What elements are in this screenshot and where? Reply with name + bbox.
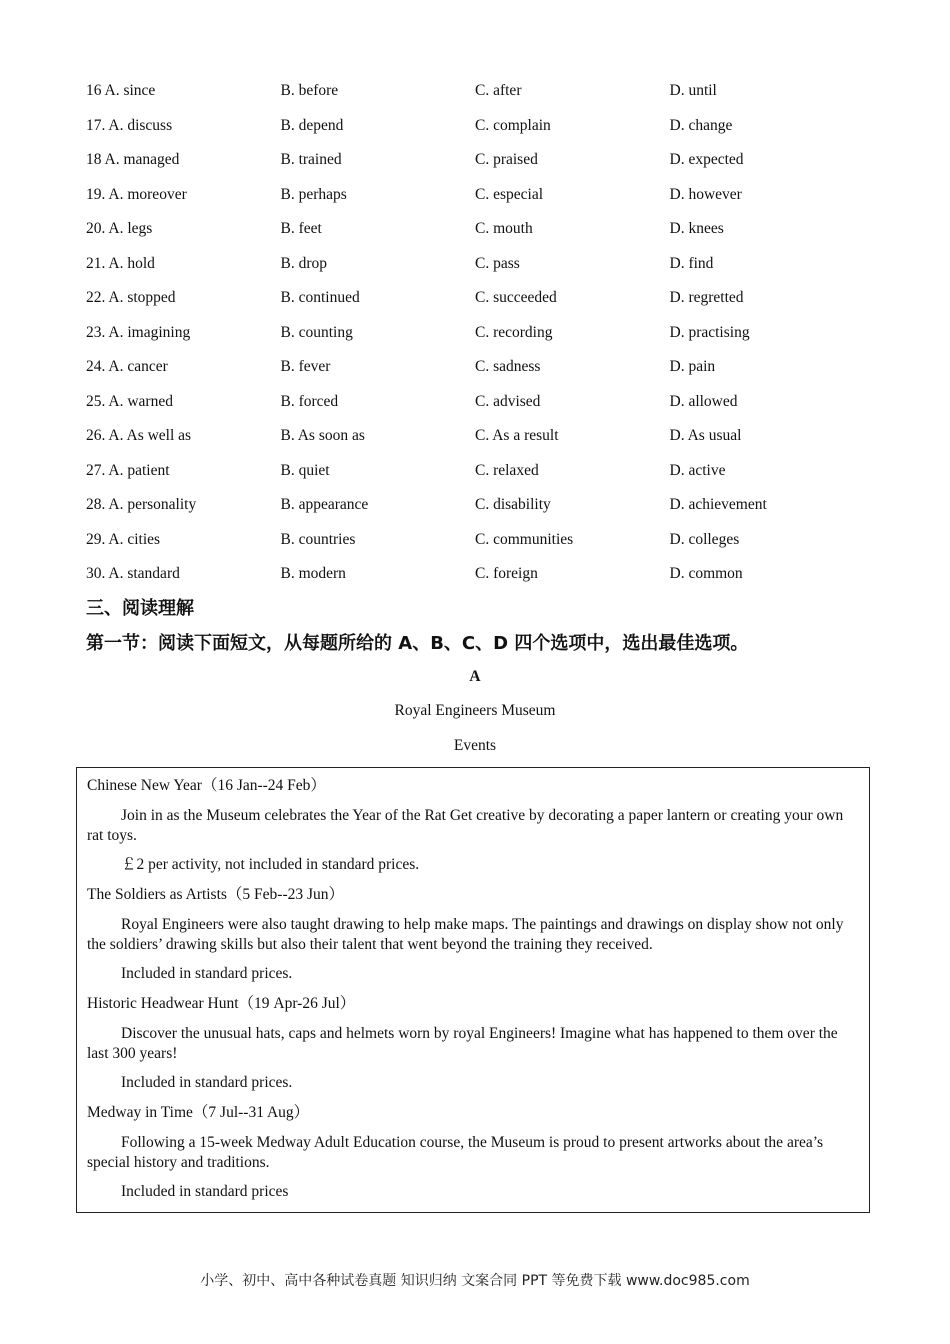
question-number: 26. A. [86, 427, 124, 445]
cloze-options [86, 74, 886, 592]
option-c: C. mouth [475, 220, 533, 238]
question-number: 28. A. [86, 496, 124, 514]
option-b: B. As soon as [280, 427, 365, 445]
option-d: D. practising [669, 323, 750, 341]
question-row-17 [86, 109, 886, 144]
question-row-24 [86, 350, 886, 385]
option-b: B. perhaps [280, 185, 347, 203]
event-medway-in-time [87, 1103, 859, 1202]
option-d: D. active [669, 461, 726, 479]
question-row-18 [86, 143, 886, 178]
question-row-21 [86, 247, 886, 282]
question-row-29 [86, 523, 886, 558]
event-price: Included in standard prices. [121, 1074, 293, 1091]
option-b: B. depend [280, 116, 344, 134]
option-c: C. relaxed [475, 461, 539, 479]
option-c: C. foreign [475, 565, 538, 583]
event-title: Chinese New Year（16 Jan--24 Feb） [87, 777, 326, 794]
option-a: 28. A. personality [86, 496, 197, 514]
question-row-19 [86, 178, 886, 213]
option-b: B. countries [280, 530, 356, 548]
option-a: 24. A. cancer [86, 358, 168, 376]
option-c: C. after [475, 82, 522, 100]
option-a: 18 A. managed [86, 151, 180, 169]
event-price: Included in standard prices. [121, 965, 293, 982]
option-d: D. regretted [669, 289, 744, 307]
option-c: C. succeeded [475, 289, 557, 307]
question-number: 17. A. [86, 116, 124, 134]
question-number: 21. A. [86, 254, 124, 272]
option-a: 17. A. discuss [86, 116, 173, 134]
option-d: D. expected [669, 151, 744, 169]
question-row-20 [86, 212, 886, 247]
section-heading: 三、阅读理解 [86, 598, 194, 619]
event-title: The Soldiers as Artists（5 Feb--23 Jun） [87, 886, 345, 903]
option-c: C. especial [475, 185, 544, 203]
passage-subtitle: Events [453, 737, 497, 754]
option-c: C. advised [475, 392, 541, 410]
passage-title: Royal Engineers Museum [394, 702, 556, 719]
option-a: 26. A. As well as [86, 427, 192, 445]
option-b: B. quiet [280, 461, 330, 479]
question-row-30 [86, 557, 886, 592]
option-d: D. As usual [669, 427, 742, 445]
event-title: Medway in Time（7 Jul--31 Aug） [87, 1104, 310, 1121]
option-c: C. communities [475, 530, 574, 548]
question-row-23 [86, 316, 886, 351]
event-chinese-new-year [87, 776, 859, 875]
question-row-22 [86, 281, 886, 316]
option-c: C. As a result [475, 427, 559, 445]
question-number: 20. A. [86, 220, 124, 238]
option-b: B. counting [280, 323, 353, 341]
option-c: C. sadness [475, 358, 541, 376]
section-instruction: 第一节：阅读下面短文，从每题所给的 A、B、C、D 四个选项中，选出最佳选项。 [86, 633, 749, 654]
event-price: ￡2 per activity, not included in standard prices. [121, 856, 420, 873]
option-a: 20. A. legs [86, 220, 153, 238]
option-d: D. until [669, 82, 717, 100]
option-a: 23. A. imagining [86, 323, 191, 341]
option-d: D. knees [669, 220, 724, 238]
option-b: B. before [280, 82, 339, 100]
events-box [76, 767, 870, 1213]
question-number: 25. A. [86, 392, 124, 410]
question-number: 19. A. [86, 185, 124, 203]
event-description: Following a 15-week Medway Adult Education course, the Museum is proud to present artworks about the area’s special history and traditions. [87, 1134, 824, 1171]
option-a: 16 A. since [86, 82, 156, 100]
option-d: D. however [669, 185, 742, 203]
event-description: Royal Engineers were also taught drawing to help make maps. The paintings and drawings on display show not only the soldiers’ drawing skills but also their talent that went beyond the training they received. [87, 916, 844, 953]
question-row-16 [86, 74, 886, 109]
option-b: B. appearance [280, 496, 369, 514]
option-d: D. achievement [669, 496, 767, 514]
option-c: C. pass [475, 254, 520, 272]
event-title: Historic Headwear Hunt（19 Apr-26 Jul） [87, 995, 356, 1012]
question-row-26 [86, 419, 886, 454]
question-number: 30. A. [86, 565, 124, 583]
option-a: 19. A. moreover [86, 185, 187, 203]
option-b: B. forced [280, 392, 339, 410]
question-number: 23. A. [86, 323, 124, 341]
option-a: 27. A. patient [86, 461, 170, 479]
question-row-25 [86, 385, 886, 420]
option-b: B. continued [280, 289, 360, 307]
option-c: C. praised [475, 151, 538, 169]
page-footer: 小学、初中、高中各种试卷真题 知识归纳 文案合同 PPT 等免费下载 www.doc985.com [200, 1273, 750, 1289]
question-number: 22. A. [86, 289, 124, 307]
option-a: 29. A. cities [86, 530, 161, 548]
option-a: 21. A. hold [86, 254, 155, 272]
option-b: B. feet [280, 220, 322, 238]
option-b: B. modern [280, 565, 346, 583]
question-number: 27. A. [86, 461, 124, 479]
question-number: 29. A. [86, 530, 124, 548]
option-d: D. colleges [669, 530, 740, 548]
option-d: D. find [669, 254, 714, 272]
event-price: Included in standard prices [121, 1183, 289, 1200]
option-c: C. disability [475, 496, 551, 514]
option-b: B. drop [280, 254, 327, 272]
option-d: D. allowed [669, 392, 738, 410]
option-d: D. common [669, 565, 743, 583]
passage-letter: A [469, 668, 481, 685]
option-a: 30. A. standard [86, 565, 180, 583]
option-a: 22. A. stopped [86, 289, 176, 307]
option-c: C. recording [475, 323, 553, 341]
option-b: B. trained [280, 151, 342, 169]
option-b: B. fever [280, 358, 331, 376]
event-description: Join in as the Museum celebrates the Year of the Rat Get creative by decorating a paper lantern or creating your own rat toys. [87, 807, 844, 844]
event-soldiers-as-artists [87, 885, 859, 984]
event-historic-headwear-hunt [87, 994, 859, 1093]
event-description: Discover the unusual hats, caps and helmets worn by royal Engineers! Imagine what has happened to them over the last 300 years! [87, 1025, 838, 1062]
question-number: 18 A. [86, 151, 120, 169]
question-row-28 [86, 488, 886, 523]
option-c: C. complain [475, 116, 551, 134]
question-number: 24. A. [86, 358, 124, 376]
question-row-27 [86, 454, 886, 489]
option-d: D. pain [669, 358, 716, 376]
option-d: D. change [669, 116, 733, 134]
option-a: 25. A. warned [86, 392, 173, 410]
question-number: 16 A. [86, 82, 120, 100]
